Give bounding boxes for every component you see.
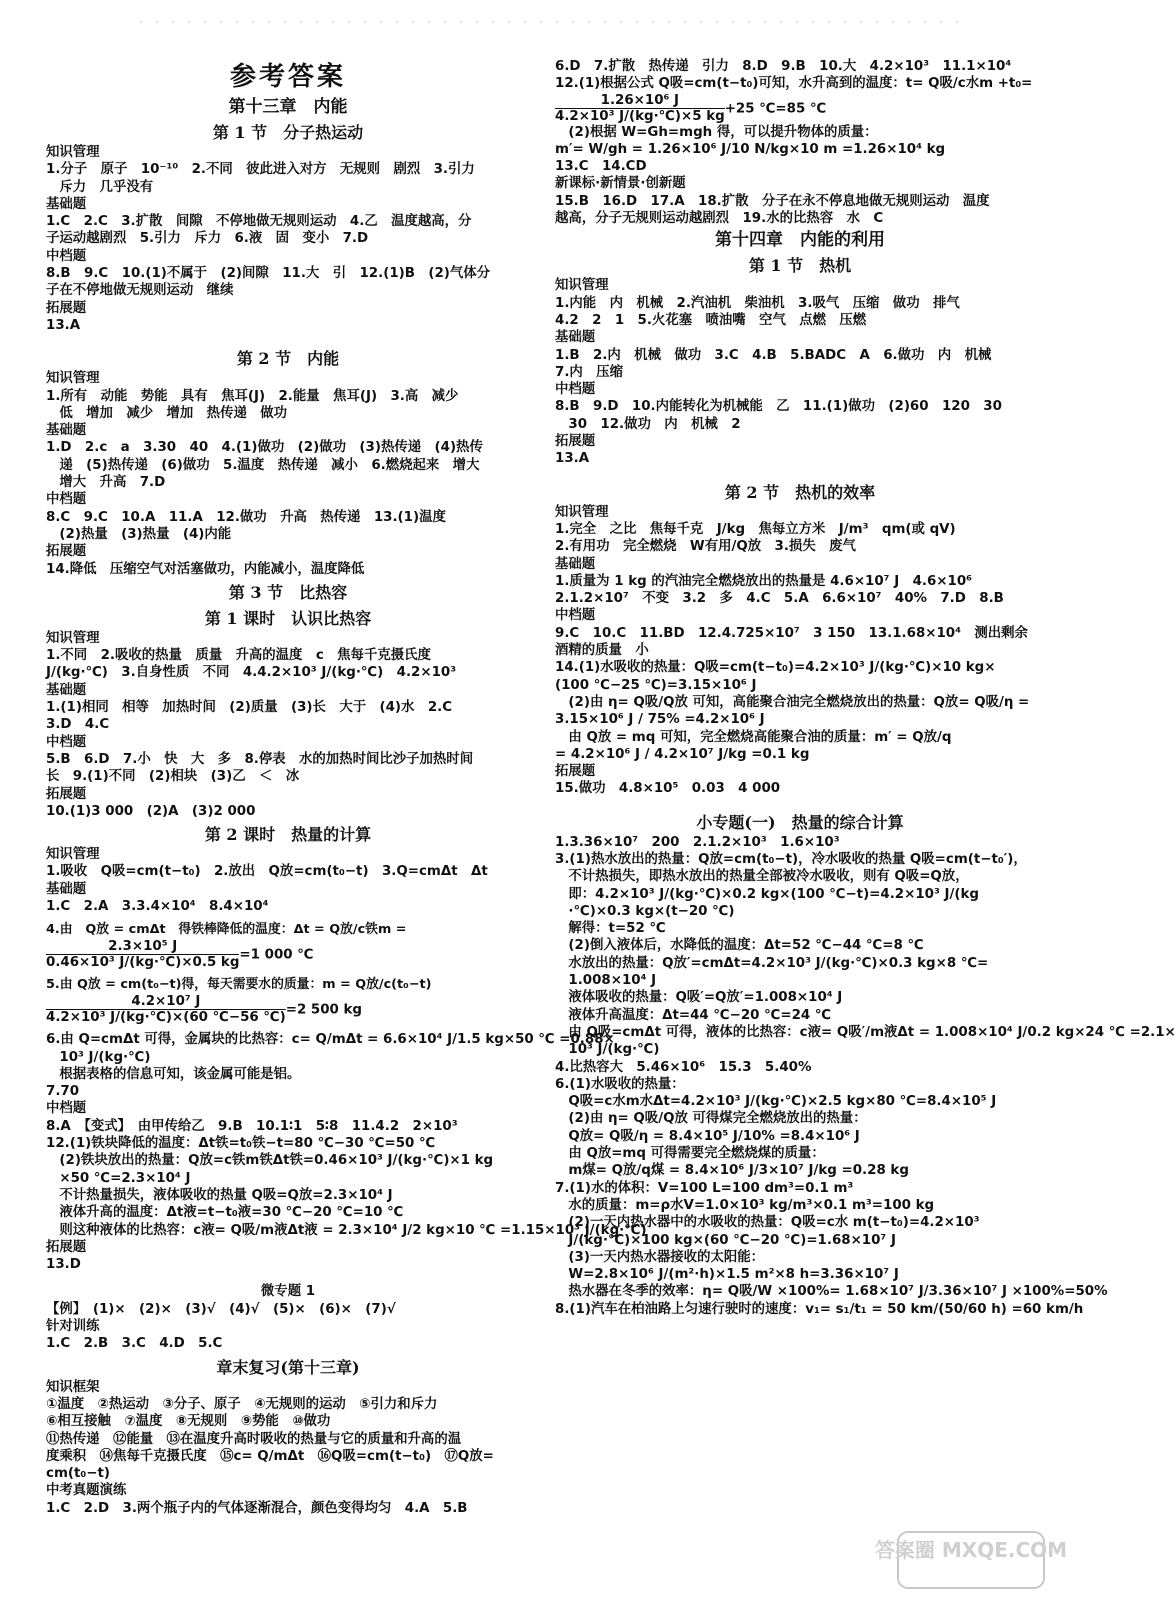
answer-line: J/(kg·℃)×100 kg×(60 ℃−20 ℃)=1.68×10⁷ J bbox=[555, 1232, 896, 1248]
answer-line: = 4.2×10⁶ J / 4.2×10⁷ J/kg =0.1 kg bbox=[555, 746, 810, 762]
answer-line: 7.70 bbox=[46, 1084, 80, 1100]
answer-line: 中档题 bbox=[46, 248, 87, 264]
answer-line: (2)热量 (3)热量 (4)内能 bbox=[46, 526, 232, 542]
answer-line: 拓展题 bbox=[555, 434, 596, 450]
answer-line: 14.降低 压缩空气对活塞做功，内能减小，温度降低 bbox=[46, 561, 365, 577]
answer-line: 6.(1)水吸收的热量： bbox=[555, 1076, 685, 1092]
answer-line: 知识管理 bbox=[46, 630, 100, 646]
lesson-1-title: 第 1 课时 认识比热容 bbox=[204, 608, 372, 628]
answer-line: Q放= Q吸/η = 8.4×10⁵ J/10% =8.4×10⁶ J bbox=[555, 1128, 860, 1144]
answer-line: 液体升高温度：Δt=44 ℃−20 ℃=24 ℃ bbox=[555, 1007, 832, 1023]
micro-topic-lines bbox=[46, 1301, 530, 1353]
r-section-2-lines bbox=[555, 504, 1045, 798]
chapter-review-title: 章末复习(第十三章) bbox=[216, 1357, 360, 1377]
equation-5-fraction bbox=[46, 994, 286, 1025]
answer-line: 4.比热容大 5.46×10⁶ 15.3 5.40% bbox=[555, 1059, 812, 1075]
answer-line: 4.2 2 1 5.火花塞 喷油嘴 空气 点燃 压燃 bbox=[555, 312, 867, 328]
answer-line: 解得：t=52 ℃ bbox=[555, 921, 666, 937]
r-section-2-title: 第 2 节 热机的效率 bbox=[724, 482, 876, 502]
answer-line: (2)由 η= Q吸/Q放 可知，高能聚合油完全燃烧放出的热量：Q放= Q吸/η = bbox=[555, 694, 1030, 710]
answer-line: 根据表格的信息可知，该金属可能是铝。 bbox=[46, 1066, 301, 1082]
answer-line: 拓展题 bbox=[46, 544, 87, 560]
answer-line: 1.B 2.内 机械 做功 3.C 4.B 5.BADC A 6.做功 内 机械 bbox=[555, 347, 992, 363]
answer-line: 由 Q吸=cmΔt 可得，液体的比热容：c液= Q吸′/m液Δt = 1.008×10⁴ J/0.2 kg×24 ℃ =2.1× bbox=[555, 1024, 1176, 1040]
answer-line: 7.(1)水的体积：V=100 L=100 dm³=0.1 m³ bbox=[555, 1180, 854, 1196]
answer-line: 酒精的质量 小 bbox=[555, 643, 649, 659]
answer-line: 中档题 bbox=[555, 382, 596, 398]
equation-4-text: 4.由 Q放 = cmΔt 得铁棒降低的温度：Δt = Q放/c铁m = bbox=[46, 922, 407, 938]
answer-line: (3)一天内热水器接收的太阳能： bbox=[555, 1249, 765, 1265]
answer-line: 13.A bbox=[46, 317, 81, 333]
chapter-14-title: 第十四章 内能的利用 bbox=[715, 230, 885, 251]
answer-line: 知识框架 bbox=[46, 1379, 100, 1395]
answer-line: 10.(1)3 000 (2)A (3)2 000 bbox=[46, 803, 256, 819]
answer-line: 8.B 9.C 10.(1)不属于 (2)间隙 11.大 引 12.(1)B (2)气体分 bbox=[46, 266, 491, 282]
watermark-logo bbox=[874, 1530, 1068, 1590]
answer-line: 15.做功 4.8×10⁵ 0.03 4 000 bbox=[555, 781, 781, 797]
fraction-numerator: 2.3×10⁵ J bbox=[46, 939, 239, 955]
answer-line: 9.C 10.C 11.BD 12.4.725×10⁷ 3 150 13.1.68×10⁴ 测出剩余 bbox=[555, 625, 1028, 641]
answer-line: 1.吸收 Q吸=cm(t−t₀) 2.放出 Q放=cm(t₀−t) 3.Q=cmΔt Δt bbox=[46, 864, 488, 880]
equation-result: =1 000 ℃ bbox=[239, 947, 314, 963]
answer-line: 液体升高的温度：Δt液=t−t₀液=30 ℃−20 ℃=10 ℃ bbox=[46, 1205, 404, 1221]
answer-line: 13.C 14.CD bbox=[555, 159, 647, 175]
answer-line: 10³ J/(kg·℃) bbox=[555, 1042, 660, 1058]
mini-topic-lines bbox=[555, 834, 1176, 1318]
answer-line: 12.(1)根据公式 Q吸=cm(t−t₀)可知，水升高到的温度：t= Q吸/c水m +t₀= bbox=[555, 76, 1033, 92]
answer-line: 长 9.(1)不同 (2)相块 (3)乙 ＜ 冰 bbox=[46, 769, 300, 785]
equation-5-result bbox=[46, 994, 530, 1025]
answer-line: 13.D bbox=[46, 1257, 81, 1273]
answer-line: 热水器在冬季的效率：η= Q吸/W ×100%= 1.68×10⁷ J/3.36×10⁷ J ×100%=50% bbox=[555, 1284, 1108, 1300]
section-2-lines bbox=[46, 370, 530, 578]
answer-line: 增大 升高 7.D bbox=[46, 475, 166, 491]
answer-line: 15.B 16.D 17.A 18.扩散 分子在永不停息地做无规则运动 温度 bbox=[555, 193, 990, 209]
answer-line: 1.008×10⁴ J bbox=[555, 973, 657, 989]
mini-topic-title: 小专题(一) 热量的综合计算 bbox=[696, 812, 904, 832]
answer-line: 基础题 bbox=[46, 881, 87, 897]
answer-line: 拓展题 bbox=[46, 1239, 87, 1255]
answer-line: 13.A bbox=[555, 451, 590, 467]
answer-line: 中考真题演练 bbox=[46, 1483, 127, 1499]
answer-line: 【例】 (1)× (2)× (3)√ (4)√ (5)× (6)× (7)√ bbox=[46, 1301, 396, 1317]
answer-line: 低 增加 减少 增加 热传递 做功 bbox=[46, 405, 288, 421]
answer-line: 不计热损失，即热水放出的热量全部被冷水吸收，则有 Q吸=Q放， bbox=[555, 869, 969, 885]
answer-line: 斥力 几乎没有 bbox=[46, 179, 154, 195]
section-2-title: 第 2 节 内能 bbox=[236, 349, 340, 369]
answer-line: 即：4.2×10³ J/(kg·℃)×0.2 kg×(100 ℃−t)=4.2×10³ J/(kg bbox=[555, 886, 979, 902]
fraction-numerator: 1.26×10⁶ J bbox=[555, 93, 725, 109]
answer-line: W=2.8×10⁶ J/(m²·h)×1.5 m²×8 h=3.36×10⁷ J bbox=[555, 1267, 899, 1283]
answer-line: 知识管理 bbox=[46, 371, 100, 387]
answer-line: 则这种液体的比热容：c液= Q吸/m液Δt液 = 2.3×10⁴ J/2 kg×10 ℃ =1.15×10³ J/(kg·℃) bbox=[46, 1222, 647, 1238]
answer-line: 1.3.36×10⁷ 200 2.1.2×10³ 1.6×10³ bbox=[555, 834, 840, 850]
equation-result: =2 500 kg bbox=[285, 1002, 363, 1018]
equation-5-text: 5.由 Q放 = cm(t₀−t)得，每天需要水的质量：m = Q放/c(t₀−t) bbox=[46, 977, 432, 993]
r-section-1-title: 第 1 节 热机 bbox=[748, 256, 852, 276]
lesson-1-lines bbox=[46, 630, 530, 820]
equation-result: +25 ℃=85 ℃ bbox=[724, 101, 827, 117]
answer-line: ⑥相互接触 ⑦温度 ⑧无规则 ⑨势能 ⑩做功 bbox=[46, 1414, 331, 1430]
answer-line: 6.由 Q=cmΔt 可得，金属块的比热容：c= Q/mΔt = 6.6×10⁴ J/1.5 kg×50 ℃ =0.88× bbox=[46, 1032, 615, 1048]
section-3-title: 第 3 节 比热容 bbox=[228, 582, 348, 602]
answer-line: 12.(1)铁块降低的温度：Δt铁=t₀铁−t=80 ℃−30 ℃=50 ℃ bbox=[46, 1136, 436, 1152]
section-1-title: 第 1 节 分子热运动 bbox=[212, 123, 364, 142]
fraction-denominator: 4.2×10³ J/(kg·℃)×(60 ℃−56 ℃) bbox=[46, 1010, 286, 1026]
equation-4-fraction bbox=[46, 939, 239, 970]
answer-line: 度乘积 ⑭焦每千克摄氏度 ⑮c= Q/mΔt ⑯Q吸=cm(t−t₀) ⑰Q放= bbox=[46, 1448, 494, 1464]
answer-line: 8.C 9.C 10.A 11.A 12.做功 升高 热传递 13.(1)温度 bbox=[46, 509, 446, 525]
answer-line: 1.内能 内 机械 2.汽油机 柴油机 3.吸气 压缩 做功 排气 bbox=[555, 295, 960, 311]
answer-line: 1.完全 之比 焦每千克 J/kg 焦每立方米 J/m³ qm(或 qV) bbox=[555, 521, 956, 537]
answer-line: 3.D 4.C bbox=[46, 717, 110, 733]
answer-line: 递 (5)热传递 (6)做功 5.温度 热传递 减小 6.燃烧起来 增大 bbox=[46, 457, 480, 473]
answer-line: 3.15×10⁶ J / 75% =4.2×10⁶ J bbox=[555, 712, 765, 728]
answer-line: 知识管理 bbox=[555, 278, 609, 294]
answer-line: 新课标·新情景·创新题 bbox=[555, 176, 686, 192]
answer-line: m′= W/gh = 1.26×10⁶ J/10 N/kg×10 m =1.26×10⁴ kg bbox=[555, 141, 946, 157]
answer-line: 中档题 bbox=[555, 608, 596, 624]
answer-line: 7.内 压缩 bbox=[555, 364, 623, 380]
equation-12-fraction bbox=[555, 93, 725, 124]
answer-line: 1.C 2.A 3.3.4×10⁴ 8.4×10⁴ bbox=[46, 898, 269, 914]
answer-line: 知识管理 bbox=[46, 847, 100, 863]
answer-line: 越高，分子无规则运动越剧烈 19.水的比热容 水 C bbox=[555, 211, 884, 227]
fraction-denominator: 0.46×10³ J/(kg·℃)×0.5 kg bbox=[46, 955, 240, 971]
answer-line: 1.(1)相同 相等 加热时间 (2)质量 (3)长 大于 (4)水 2.C bbox=[46, 700, 453, 716]
answer-line: 中档题 bbox=[46, 734, 87, 750]
answer-line: 拓展题 bbox=[46, 786, 87, 802]
answer-line: 1.不同 2.吸收的热量 质量 升高的温度 c 焦每千克摄氏度 bbox=[46, 648, 431, 664]
watermark-text: 答案圈 MXQE.COM bbox=[874, 1538, 1068, 1562]
answer-line: 1.C 2.B 3.C 4.D 5.C bbox=[46, 1336, 223, 1352]
answer-line: 中档题 bbox=[46, 1101, 87, 1117]
answer-line: 5.B 6.D 7.小 快 大 多 8.停表 水的加热时间比沙子加热时间 bbox=[46, 751, 474, 767]
answer-line: (2)倒入液体后，水降低的温度：Δt=52 ℃−44 ℃=8 ℃ bbox=[555, 938, 924, 954]
answer-line: 基础题 bbox=[555, 556, 596, 572]
answer-line: m煤= Q放/q煤 = 8.4×10⁶ J/3×10⁷ J/kg =0.28 kg bbox=[555, 1163, 909, 1179]
answer-line: 10³ J/(kg·℃) bbox=[46, 1049, 151, 1065]
answer-line: (2)铁块放出的热量：Q放=c铁m铁Δt铁=0.46×10³ J/(kg·℃)×1 kg bbox=[46, 1153, 494, 1169]
answer-line: 基础题 bbox=[46, 423, 87, 439]
answer-line: 1.C 2.D 3.两个瓶子内的气体逐渐混合，颜色变得均匀 4.A 5.B bbox=[46, 1500, 468, 1516]
answer-line: (2)一天内热水器中的水吸收的热量：Q吸=c水 m(t−t₀)=4.2×10³ bbox=[555, 1215, 980, 1231]
answer-line: 中档题 bbox=[46, 492, 87, 508]
equation-12-result bbox=[555, 93, 1045, 124]
answer-line: 水的质量：m=ρ水V=1.0×10³ kg/m³×0.1 m³=100 kg bbox=[555, 1197, 935, 1213]
answer-line: 8.A 【变式】 由甲传给乙 9.B 10.1∶1 5∶8 11.4.2 2×10³ bbox=[46, 1118, 458, 1134]
fraction-numerator: 4.2×10⁷ J bbox=[46, 994, 286, 1010]
page-title: 参考答案 bbox=[229, 62, 346, 92]
answer-line: 1.所有 动能 势能 具有 焦耳(J) 2.能量 焦耳(J) 3.高 减少 bbox=[46, 388, 459, 404]
answer-line: 由 Q放 = mq 可知，完全燃烧高能聚合油的质量：m′ = Q放/q bbox=[555, 729, 952, 745]
answer-line: 基础题 bbox=[46, 682, 87, 698]
answer-line: 液体吸收的热量：Q吸′=Q放′=1.008×10⁴ J bbox=[555, 990, 843, 1006]
chapter-13-title: 第十三章 内能 bbox=[228, 97, 348, 117]
answer-line: 8.(1)汽车在柏油路上匀速行驶时的速度：v₁= s₁/t₁ = 50 km/(50/60 h) =60 km/h bbox=[555, 1301, 1084, 1317]
answer-line: 2.有用功 完全燃烧 W有用/Q放 3.损失 废气 bbox=[555, 539, 856, 555]
fraction-denominator: 4.2×10³ J/(kg·℃)×5 kg bbox=[555, 108, 725, 124]
answer-line: ⑪热传递 ⑫能量 ⑬在温度升高时吸收的热量与它的质量和升高的温 bbox=[46, 1431, 462, 1447]
right-column bbox=[555, 58, 1176, 1318]
answer-line: 知识管理 bbox=[46, 145, 100, 160]
answer-line: 30 12.做功 内 机械 2 bbox=[555, 416, 741, 432]
answer-line: 1.质量为 1 kg 的汽油完全燃烧放出的热量是 4.6×10⁷ J 4.6×10⁶ bbox=[555, 573, 973, 589]
answer-line: ①温度 ②热运动 ③分子、原子 ④无规则的运动 ⑤引力和斥力 bbox=[46, 1396, 438, 1412]
top-edge-marks bbox=[140, 20, 960, 24]
answer-line: 1.C 2.C 3.扩散 间隙 不停地做无规则运动 4.乙 温度越高，分 bbox=[46, 214, 472, 230]
answer-line: 知识管理 bbox=[555, 504, 609, 520]
lesson-2-title: 第 2 课时 热量的计算 bbox=[204, 825, 372, 845]
answer-line: J/(kg·℃) 3.自身性质 不同 4.4.2×10³ J/(kg·℃) 4.2×10³ bbox=[46, 665, 457, 681]
answer-line: 子在不停地做无规则运动 继续 bbox=[46, 283, 234, 299]
answer-line: 2.1.2×10⁷ 不变 3.2 多 4.C 5.A 6.6×10⁷ 40% 7.D 8.B bbox=[555, 591, 1004, 607]
answer-line: 1.D 2.c a 3.30 40 4.(1)做功 (2)做功 (3)热传递 (4)热传 bbox=[46, 440, 483, 456]
answer-line: ·℃)×0.3 kg×(t−20 ℃) bbox=[555, 903, 735, 919]
answer-line: Q吸=c水m水Δt=4.2×10³ J/(kg·℃)×2.5 kg×80 ℃=8.4×10⁵ J bbox=[555, 1094, 997, 1110]
equation-4-result bbox=[46, 939, 530, 970]
r-section-1-lines bbox=[555, 277, 1045, 467]
answer-line: 拓展题 bbox=[555, 764, 596, 780]
answer-line: (100 ℃−25 ℃)=3.15×10⁶ J bbox=[555, 677, 757, 693]
answer-line: 1.分子 原子 10⁻¹⁰ 2.不同 彼此进入对方 无规则 剧烈 3.引力 bbox=[46, 162, 475, 178]
answer-line: 拓展题 bbox=[46, 300, 87, 316]
answer-line: (2)由 η= Q吸/Q放 可得煤完全燃烧放出的热量： bbox=[555, 1111, 867, 1127]
answer-line: 基础题 bbox=[555, 330, 596, 346]
chapter-review-lines bbox=[46, 1379, 530, 1517]
answer-line: 不计热量损失，液体吸收的热量 Q吸=Q放=2.3×10⁴ J bbox=[46, 1187, 393, 1203]
answer-line: cm(t₀−t) bbox=[46, 1466, 111, 1482]
answer-line: 由 Q放=mq 可得需要完全燃烧煤的质量： bbox=[555, 1146, 825, 1162]
answer-line: 基础题 bbox=[46, 196, 87, 212]
answer-line: 水放出的热量：Q放′=cmΔt=4.2×10³ J/(kg·℃)×0.3 kg×8 ℃= bbox=[555, 955, 989, 971]
answer-line: 6.D 7.扩散 热传递 引力 8.D 9.B 10.大 4.2×10³ 11.1×10⁴ bbox=[555, 59, 1012, 74]
section-1-lines bbox=[46, 144, 530, 334]
answer-line: 8.B 9.D 10.内能转化为机械能 乙 11.(1)做功 (2)60 120 30 bbox=[555, 399, 1002, 415]
answer-line: ×50 ℃=2.3×10⁴ J bbox=[46, 1170, 191, 1186]
answer-line: 子运动越剧烈 5.引力 斥力 6.液 固 变小 7.D bbox=[46, 231, 369, 247]
micro-topic-title: 微专题 1 bbox=[260, 1284, 316, 1300]
answer-line: (2)根据 W=Gh=mgh 得，可以提升物体的质量： bbox=[555, 124, 878, 140]
answer-line: 14.(1)水吸收的热量：Q吸=cm(t−t₀)=4.2×10³ J/(kg·℃)×10 kg× bbox=[555, 660, 996, 676]
answer-line: 3.(1)热水放出的热量：Q放=cm(t₀−t)，冷水吸收的热量 Q吸=cm(t−t₀′)， bbox=[555, 851, 1027, 867]
answer-line: 针对训练 bbox=[46, 1319, 100, 1335]
